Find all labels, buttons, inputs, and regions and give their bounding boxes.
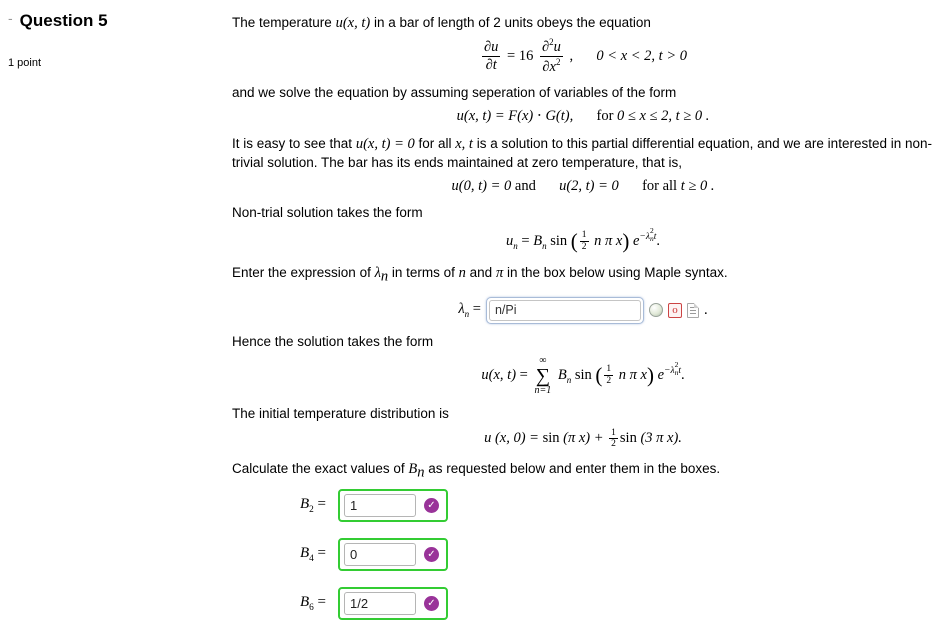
separation-paragraph: and we solve the equation by assuming seperation of variables of the form [232,85,677,101]
question-title-row [8,10,218,31]
series-exponent [664,360,681,377]
series-one-half-fraction [604,364,613,387]
intro-paragraph [232,13,934,33]
calc-text-b: as requested below and enter them in the boxes. [424,461,721,477]
one-half-fraction [580,230,589,253]
initial-half-numerator: 1 [611,427,616,438]
lambda-row-period: . [703,301,708,318]
period: . [656,232,660,249]
series-right-paren: ) [646,362,654,387]
denominator-superscript: 2 [556,56,561,67]
half-numerator: 1 [581,230,587,241]
calc-B-subscript: n [417,465,425,482]
mode-equals: = [521,232,530,249]
sin-argument: n π x [594,232,623,249]
b6-input[interactable] [344,592,416,615]
b6-subscript: 6 [309,603,314,614]
right-paren: ) [622,228,630,253]
initial-condition-equation [232,428,934,451]
separation-word-for: for [596,108,614,125]
pde-equation [232,37,934,75]
b2-label [260,496,326,515]
boundary-math-3: t ≥ 0 . [680,178,715,195]
exponent-neg-lambda: −λ [639,231,650,242]
b2-answer-box [338,489,448,522]
pde-domain: 0 < x < 2, t > 0 [596,47,687,64]
series-equals: = [519,366,528,383]
lambda-prompt-d: in the box below using Maple syntax. [503,264,728,280]
boundary-conditions-equation [232,177,934,195]
du-dt-fraction [482,39,500,73]
text-mode-icon[interactable] [687,303,699,318]
collapse-question-toggle[interactable]: - [8,10,13,26]
lambda-prompt [232,263,934,287]
b6-variable: B [299,594,310,611]
separation-math-2: 0 ≤ x ≤ 2, t ≥ 0 . [617,108,710,125]
trivial-solution-paragraph [232,134,934,173]
lambda-label-equals: = [472,301,481,318]
dx2-denominator [540,57,563,76]
series-exponent-neg-lambda: −λ [664,365,675,376]
series-exponent-t: t [678,365,681,376]
u-n-subscript: n [513,240,518,251]
series-lhs: u(x, t) [481,366,517,383]
b6-equals: = [317,594,326,611]
nontrivial-form-label: Non-trial solution takes the form [232,205,423,221]
preview-sphere-icon[interactable] [649,303,663,317]
lambda-answer-label [458,301,481,319]
initial-condition-math [484,427,682,450]
series-B-variable: B [557,366,567,383]
B-n-subscript: n [542,240,547,251]
b4-answer-row [260,538,934,571]
trivial-text-c: is a solution to this partial differential equation, and we are interested in non-trivial solution. The bar has its ends maintained at zero temperature, that is, [232,136,933,171]
lambda-input[interactable] [489,300,641,321]
lambda-label-symbol: λ [458,301,465,318]
e-base: e [632,232,640,249]
question-title: Question 5 [19,11,108,30]
series-lambda-sub-n: n [674,367,679,377]
question-content [232,4,934,620]
trivial-text-a: It is easy to see that [232,136,356,152]
b6-label [260,594,326,613]
partial-symbol: ∂ [541,39,550,56]
n-symbol: n [458,264,466,281]
initial-math-3: (3 π x). [636,430,682,447]
series-half-numerator: 1 [606,364,612,375]
boundary-math-2: u(2, t) = 0 [559,178,619,195]
b4-equals: = [317,545,326,562]
boundary-word-forall: for all [642,178,678,195]
initial-distribution-label: The initial temperature distribution is [232,405,449,421]
intro-text-pre: The temperature [232,15,336,30]
initial-sin-2: sin [619,430,637,447]
question-points: 1 point [8,57,42,69]
summation-symbol [534,356,551,396]
series-period: . [680,366,685,383]
b6-answer-row [260,587,934,620]
series-left-paren: ( [595,362,603,387]
b2-equals: = [317,496,326,513]
calc-B-symbol: B [408,461,418,478]
exponent [639,226,657,243]
series-lambda-sup-2: 2 [674,360,679,370]
lambda-sub-n: n [649,233,654,243]
separation-math-1: u(x, t) = F(x) ⋅ G(t), [456,108,574,125]
du-dt-numerator: ∂u [484,39,499,56]
intro-text-post: in a bar of length of 2 units obeys the equation [370,15,651,30]
b6-correct-check-icon: ✓ [424,596,439,611]
pde-comma: , [569,47,574,64]
sigma-icon: ∑ [535,364,550,387]
series-solution-math [481,354,685,396]
calc-text-a: Calculate the exact values of [232,461,409,477]
B-n-variable: B [533,232,543,249]
d2u-numerator [540,37,563,57]
b-answers-section [232,489,934,620]
trivial-math-a: u(x, t) = 0 [355,136,415,153]
lambda-label-sub: n [464,309,470,320]
du-dt-denominator: ∂t [485,56,497,73]
dx-base: ∂x [542,58,556,75]
separation-form-equation [232,107,934,125]
mode-form-equation [232,227,934,254]
b2-subscript: 2 [309,505,314,516]
lambda-input-wrapper [486,297,644,324]
b2-correct-check-icon: ✓ [424,498,439,513]
u-variable: u [553,39,561,56]
mode-form-math [506,226,660,253]
lambda-answer-row [232,297,934,324]
sum-lower-limit: n=1 [534,384,552,396]
separation-equation-math [457,108,710,124]
boundary-word-and: and [514,178,536,195]
left-paren: ( [570,228,578,253]
trivial-text-b: for all [414,136,456,152]
lambda-sup-2: 2 [649,226,654,236]
initial-math-1: u (x, 0) = [484,430,543,447]
b2-answer-row [260,489,934,522]
b4-input[interactable] [344,543,416,566]
series-sin-argument: n π x [618,366,647,383]
sum-upper-limit: ∞ [539,354,547,366]
initial-half-denominator: 2 [611,439,616,450]
half-denominator: 2 [581,241,587,252]
lambda-prompt-a: Enter the expression of [232,264,375,280]
lambda-symbol-sub: n [380,268,389,285]
u-n-variable: u [506,232,514,249]
symbol-mode-icon[interactable]: o [668,303,682,318]
exponent-t: t [653,231,657,242]
b4-subscript: 4 [309,554,314,565]
b6-answer-box [338,587,448,620]
b4-answer-box [338,538,448,571]
boundary-equation-math [452,178,715,194]
initial-sin-1: sin [542,430,560,447]
solution-form-label: Hence the solution takes the form [232,333,434,349]
intro-math: u(x, t) [335,15,371,31]
series-sin-function: sin [574,366,592,383]
b2-variable: B [299,496,310,513]
question-sidebar [8,10,218,69]
trivial-math-b: x, t [455,136,473,153]
series-half-denominator: 2 [606,376,612,387]
series-e-base: e [657,366,665,383]
d2u-dx2-fraction [540,37,563,75]
numerator-superscript: 2 [549,37,554,48]
b4-correct-check-icon: ✓ [424,547,439,562]
initial-one-half-fraction [609,428,618,451]
b4-label [260,545,326,564]
calculate-instruction [232,459,934,483]
b2-input[interactable] [344,494,416,517]
boundary-math-1: u(0, t) = 0 [451,178,512,195]
b4-variable: B [299,545,310,562]
pi-symbol: π [495,264,504,281]
lambda-symbol: λ [374,264,381,281]
lambda-prompt-b: in terms of [388,264,459,280]
initial-math-2: (π x) + [559,430,608,447]
sin-function: sin [550,232,568,249]
series-solution-equation [232,356,934,396]
lambda-prompt-c: and [465,264,496,280]
pde-equation-math [479,37,687,75]
pde-equals-coef: = 16 [507,47,534,64]
series-B-subscript: n [566,374,572,385]
